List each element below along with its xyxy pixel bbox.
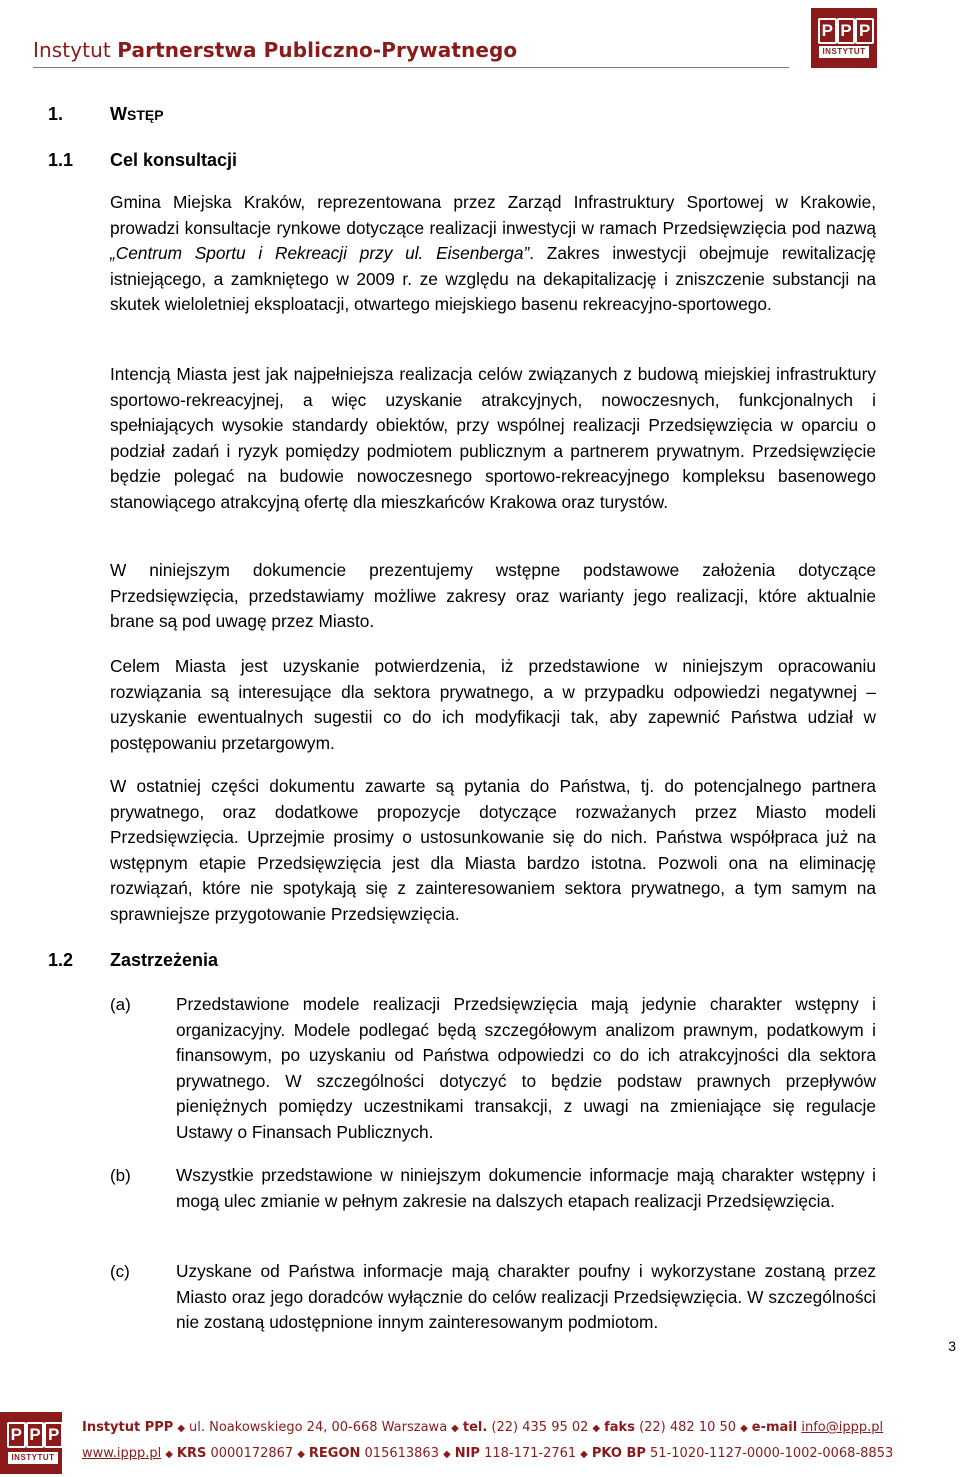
page-number: 3 [948,1338,956,1354]
header-title: Instytut Partnerstwa Publiczno-Prywatnego [33,38,518,62]
ippp-logo: P P P INSTYTUT [811,8,877,68]
paragraph-5: W ostatniej części dokumentu zawarte są pytania do Państwa, tj. do potencjalnego partnera prywatnego, oraz dodatkowe propozycje dotyczące rozważanych przez Miasto modeli Przedsięwzięcia. Uprzejmie prosimy o ustosunkowanie się do nich. Państwa współpraca już na wstępnym etapie Przedsięwzięcia jest dla Miasta bardzo istotna. Pozwoli ona na eliminację rozwiązań, które nie spotykają się z zainteresowaniem sektora prywatnego, a tym samym na sprawniejsze przygotowanie Przedsięwzięcia. [110,776,876,924]
website-link[interactable]: www.ippp.pl [82,1446,162,1461]
footer-line-1: Instytut PPP ◆ ul. Noakowskiego 24, 00-668 Warszawa ◆ tel. (22) 435 95 02 ◆ faks (22) 482 10 50 ◆ e-mail info@ippp.pl [82,1420,884,1435]
paragraph-3: W niniejszym dokumencie prezentujemy wstępne podstawowe założenia dotyczące Przedsięwzięcia, przedstawiamy możliwe zakresy oraz warianty jego realizacji, które aktualnie brane są pod uwagę przez Miasto. [110,560,876,631]
paragraph-2: Intencją Miasta jest jak najpełniejsza realizacja celów związanych z budową miejskiej infrastruktury sportowo-rekreacyjnej, a więc uzyskanie atrakcyjnych, nowoczesnych, funkcjonalnych i spełniających wysokie standardy obiektów, przy wspólnej realizacji Przedsięwzięcia w oparciu o podział zadań i ryzyk pomiędzy podmiotem publicznym a partnerem prywatnym. Przedsięwzięcie będzie polegać na budowie nowoczesnego sportowo-rekreacyjnego kompleksu basenowego stanowiącego atrakcyjną ofertę dla mieszkańców Krakowa oraz turystów. [110,364,876,512]
email-link[interactable]: info@ippp.pl [801,1420,884,1435]
header-rule [33,67,789,68]
paragraph-4: Celem Miasta jest uzyskanie potwierdzenia, iż przedstawione w niniejszym opracowaniu rozwiązania są interesujące dla sektora prywatnego, a w przypadku odpowiedzi negatywnej – uzyskanie ewentualnych sugestii co do ich modyfikacji tak, aby zapewnić Państwa udział w postępowaniu przetargowym. [110,656,876,753]
paragraph-1: Gmina Miejska Kraków, reprezentowana przez Zarząd Infrastruktury Sportowej w Krakowie, prowadzi konsultacje rynkowe dotyczące realizacji inwestycji w ramach Przedsięwzięcia pod nazwą „Centrum Sportu i Rekreacji przy ul. Eisenberga”. Zakres inwestycji obejmuje rewitalizację istniejącego, a zamkniętego w 2009 r. ze względu na dekapitalizację i zniszczenie substancji na skutek wieloletniej eksploatacji, otwartego miejskiego basenu rekreacyjno-sportowego. [110,192,876,314]
ippp-logo-footer: P P P INSTYTUT [0,1412,62,1474]
footer-line-2: www.ippp.pl ◆ KRS 0000172867 ◆ REGON 015613863 ◆ NIP 118-171-2761 ◆ PKO BP 51-1020-1127-0000-1002-0068-8853 [82,1446,894,1461]
